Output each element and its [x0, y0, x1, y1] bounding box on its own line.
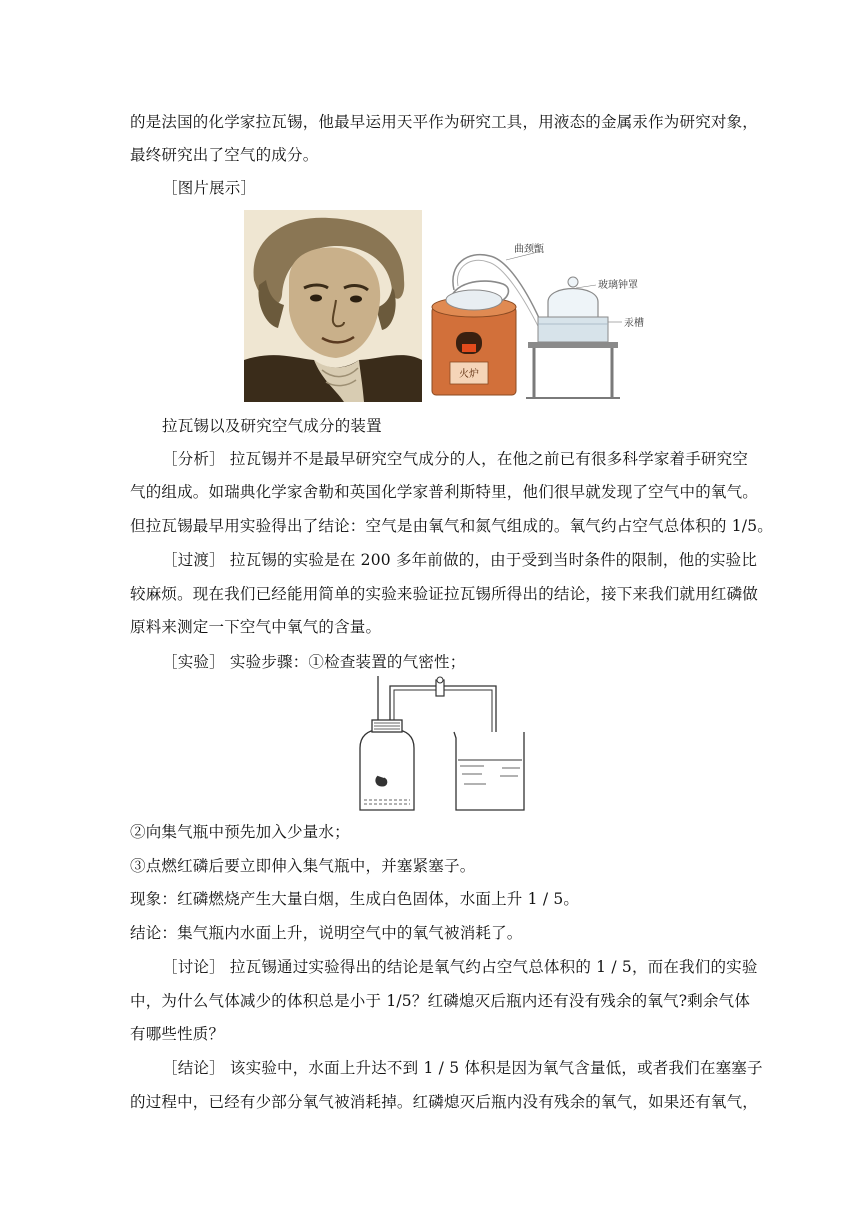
conclusion-a: 结论：集气瓶内水面上升，说明空气中的氧气被消耗了。	[130, 924, 523, 942]
intro-line-1: 的是法国的化学家拉瓦锡，他最早运用天平作为研究工具，用液态的金属汞作为研究对象，	[130, 113, 759, 131]
step-3: ③点燃红磷后要立即伸入集气瓶中，并塞紧塞子。	[130, 857, 476, 875]
analysis-line-1: ［分析］ 拉瓦锡并不是最早研究空气成分的人，在他之前已有很多科学家着手研究空	[162, 450, 749, 468]
transition-line-3: 原料来测定一下空气中氧气的含量。	[130, 618, 382, 636]
air-composition-apparatus	[428, 222, 650, 400]
transition-line-1: ［过渡］ 拉瓦锡的实验是在 200 多年前做的，由于受到当时条件的限制，他的实验比	[162, 551, 758, 569]
intro-line-2: 最终研究出了空气的成分。	[130, 146, 319, 164]
experiment-line-1: ［实验］ 实验步骤：①检查装置的气密性；	[162, 653, 466, 671]
bell-jar-label: 玻璃钟罩	[598, 280, 638, 291]
discussion-line-1: ［讨论］ 拉瓦锡通过实验得出的结论是氧气约占空气总体积的 1 / 5，而在我们的实验	[162, 958, 758, 976]
discussion-line-3: 有哪些性质？	[130, 1025, 225, 1043]
conclusion-line-1: ［结论］ 该实验中，水面上升达不到 1 / 5 体积是因为氧气含量低，或者我们在塞塞子	[162, 1059, 763, 1077]
lavoisier-portrait	[244, 210, 422, 402]
step-2: ②向集气瓶中预先加入少量水；	[130, 823, 350, 841]
analysis-line-2: 气的组成。如瑞典化学家舍勒和英国化学家普利斯特里，他们很早就发现了空气中的氧气。	[130, 483, 759, 501]
furnace-label: 火炉	[459, 369, 479, 380]
picture-tag: ［图片展示］	[162, 179, 257, 197]
discussion-line-2: 中，为什么气体减少的体积总是小于 1/5？红磷熄灭后瓶内还有没有残余的氧气?剩余气体	[130, 992, 751, 1010]
figure-caption: 拉瓦锡以及研究空气成分的装置	[162, 417, 382, 435]
red-phosphorus-experiment-diagram	[352, 676, 530, 814]
analysis-line-3: 但拉瓦锡最早用实验得出了结论：空气是由氧气和氮气组成的。氧气约占空气总体积的 1/5。	[130, 517, 773, 535]
conclusion-line-2: 的过程中，已经有少部分氧气被消耗掉。红磷熄灭后瓶内没有残余的氧气，如果还有氧气，	[130, 1093, 759, 1111]
transition-line-2: 较麻烦。现在我们已经能用简单的实验来验证拉瓦锡所得出的结论，接下来我们就用红磷做	[130, 585, 759, 603]
retort-label: 曲颈甑	[514, 244, 544, 255]
phenomenon: 现象：红磷燃烧产生大量白烟，生成白色固体，水面上升 1 / 5。	[130, 890, 580, 908]
trough-label: 汞槽	[624, 318, 644, 329]
